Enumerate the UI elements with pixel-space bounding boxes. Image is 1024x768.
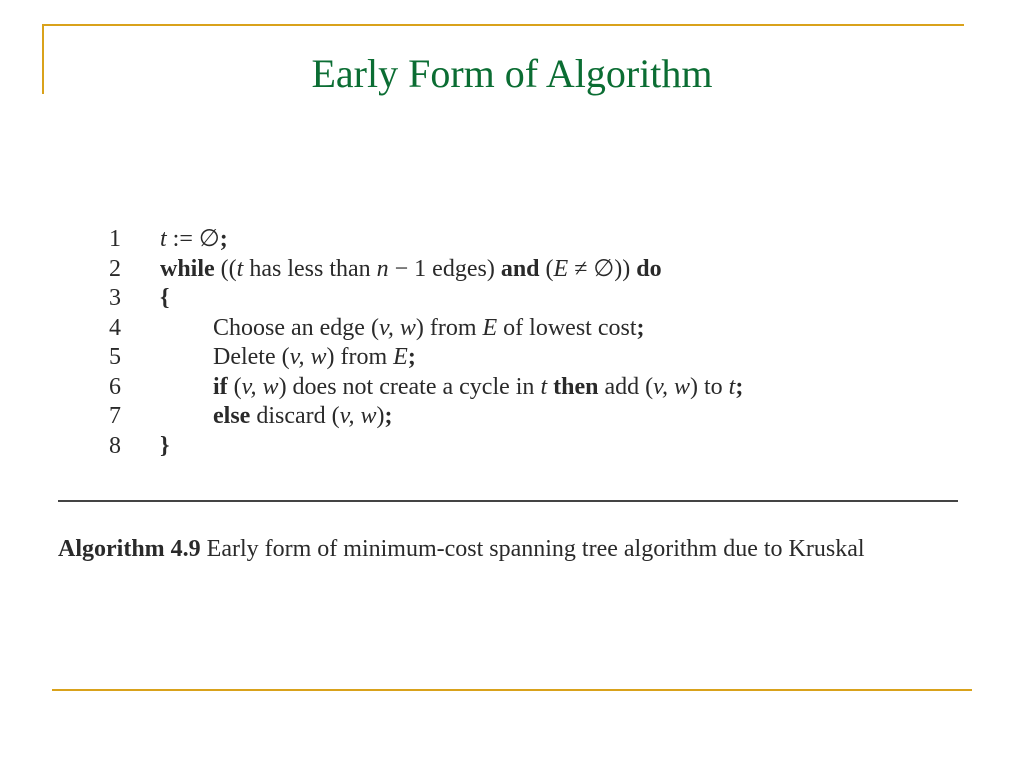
math-symbol: n — [376, 255, 389, 282]
code-text: of lowest cost — [497, 314, 637, 341]
frame-top-line — [42, 24, 964, 26]
keyword: { — [160, 285, 170, 311]
math-symbol: t — [728, 373, 736, 400]
line-code — [213, 314, 644, 344]
math-symbol: E — [553, 255, 569, 282]
line-code — [160, 432, 169, 462]
code-text: ( — [227, 373, 242, 400]
line-number: 3 — [109, 285, 121, 311]
code-text: ) — [376, 403, 385, 429]
line-code — [160, 284, 169, 314]
algorithm-line — [100, 402, 960, 432]
code-text: Choose an edge ( — [213, 314, 379, 341]
code-text: ) from — [326, 344, 394, 370]
algorithm-line — [100, 373, 960, 403]
code-text: ) to — [690, 373, 729, 400]
keyword: if — [213, 373, 228, 400]
math-symbol: t — [236, 255, 244, 282]
code-text: discard ( — [250, 403, 340, 429]
math-symbol: v, w — [241, 373, 279, 400]
keyword: do — [636, 255, 662, 282]
code-text: := ∅ — [166, 226, 220, 252]
line-number: 5 — [109, 344, 121, 370]
keyword: ; — [407, 344, 416, 370]
math-symbol: t — [540, 373, 548, 400]
algorithm-caption — [58, 534, 963, 564]
line-number: 2 — [109, 255, 121, 282]
keyword: ; — [735, 373, 744, 400]
math-symbol: v, w — [339, 403, 377, 429]
algorithm-line — [100, 225, 960, 255]
keyword: and — [500, 255, 540, 282]
caption-label: Algorithm 4.9 — [58, 536, 201, 562]
keyword: ; — [384, 403, 393, 429]
code-text: (( — [214, 255, 237, 282]
math-symbol: v, w — [289, 344, 327, 370]
code-text: ) from — [415, 314, 483, 341]
math-symbol: t — [160, 226, 167, 252]
keyword: } — [160, 432, 170, 459]
math-symbol: E — [482, 314, 498, 341]
line-code — [213, 402, 393, 432]
line-number: 1 — [109, 226, 121, 252]
algorithm-line — [100, 343, 960, 373]
algorithm-line — [100, 432, 960, 462]
line-code — [160, 255, 662, 285]
frame-bottom-line — [52, 689, 972, 691]
algorithm-line — [100, 284, 960, 314]
math-symbol: v, w — [653, 373, 690, 400]
line-number: 6 — [109, 373, 121, 400]
caption-text: Early form of minimum-cost spanning tree algorithm due to Kruskal — [200, 536, 865, 562]
code-text: ) does not create a cycle in — [278, 373, 541, 400]
keyword: then — [553, 373, 599, 400]
keyword: while — [160, 255, 215, 282]
math-symbol: v, w — [378, 314, 416, 341]
line-code — [160, 225, 228, 255]
algorithm-line — [100, 255, 960, 285]
code-text: Delete ( — [213, 344, 290, 370]
code-text: − 1 edges) — [388, 255, 501, 282]
slide-title: Early Form of Algorithm — [311, 51, 713, 96]
line-number: 4 — [109, 314, 121, 341]
code-text: ≠ ∅)) — [568, 255, 637, 282]
algorithm-listing — [100, 225, 960, 461]
algorithm-line — [100, 314, 960, 344]
line-code — [213, 373, 743, 403]
line-code — [213, 343, 416, 373]
keyword: ; — [636, 314, 645, 341]
code-text: ( — [539, 255, 554, 282]
caption-divider — [58, 500, 958, 502]
keyword: ; — [219, 226, 228, 252]
line-number: 8 — [109, 432, 121, 459]
math-symbol: E — [393, 344, 408, 370]
keyword: else — [213, 403, 251, 429]
code-text: add ( — [598, 373, 654, 400]
line-number: 7 — [109, 403, 121, 429]
code-text: has less than — [243, 255, 377, 282]
